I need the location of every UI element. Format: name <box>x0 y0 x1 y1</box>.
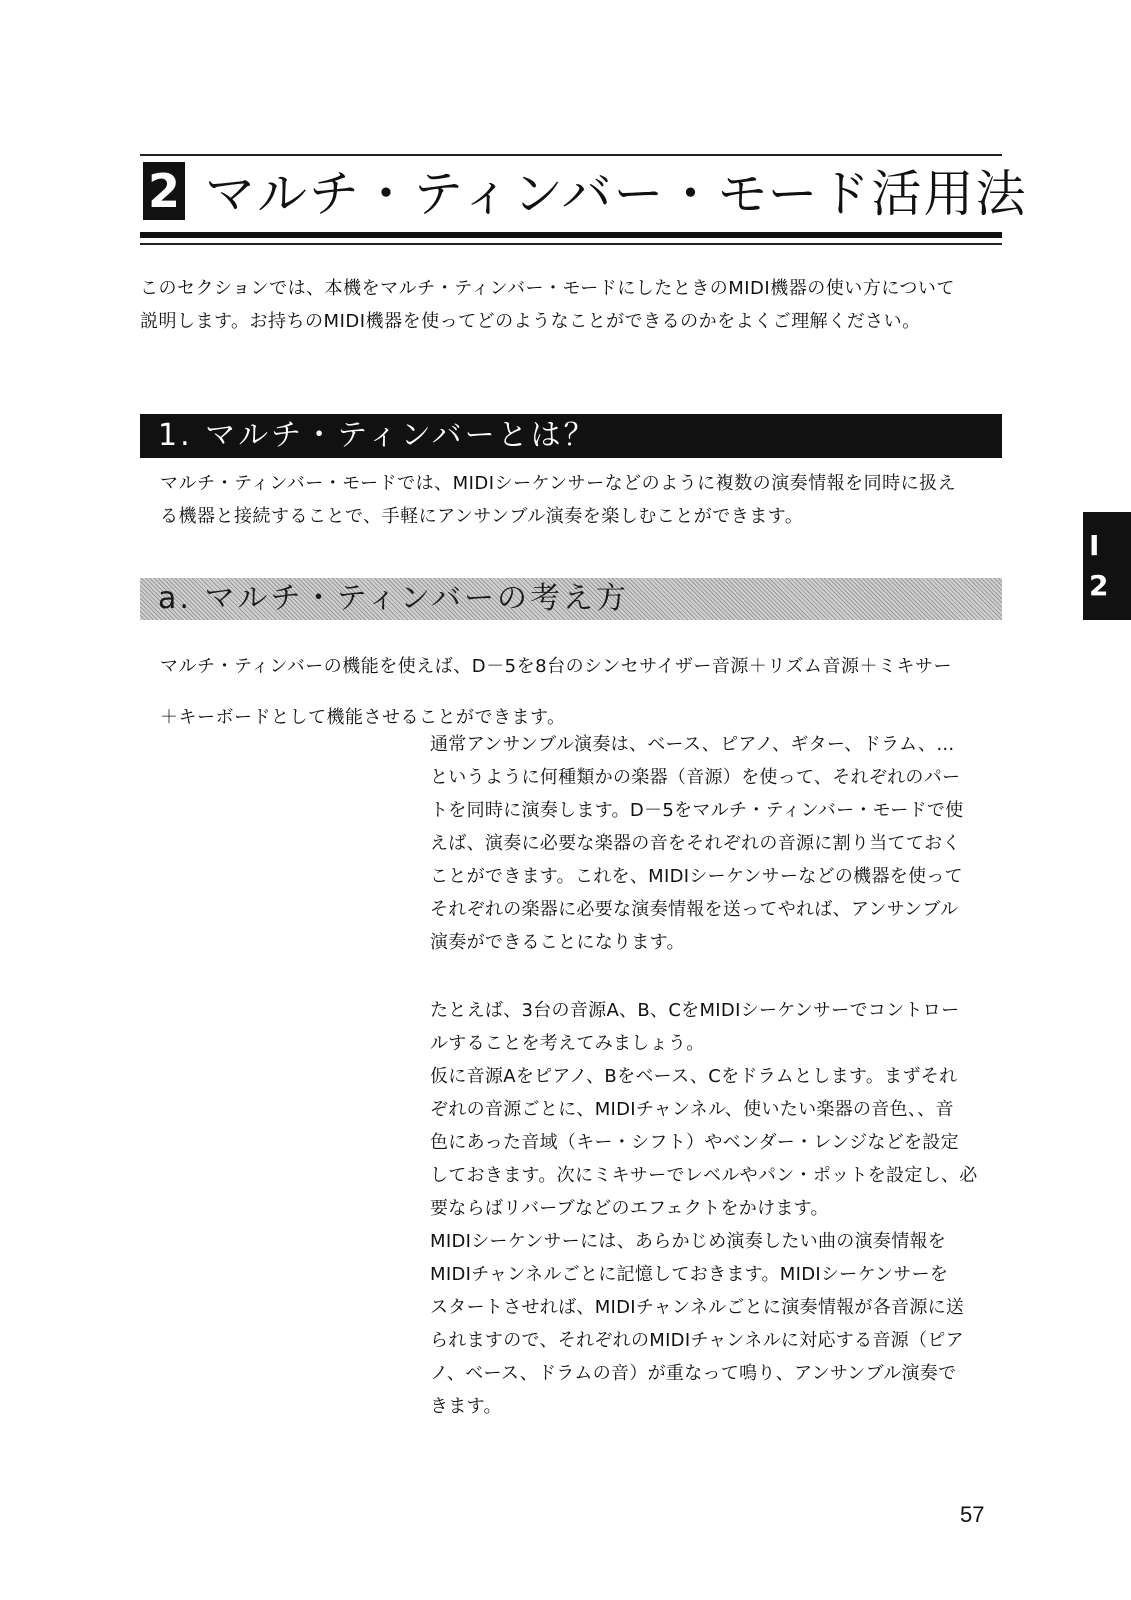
chapter-number: 2 <box>143 162 185 220</box>
body-line: 要ならばリバーブなどのエフェクトをかけます。 <box>430 1198 829 1219</box>
body-line: MIDIシーケンサーには、あらかじめ演奏したい曲の演奏情報を <box>430 1231 947 1252</box>
section-heading: 1. マルチ・ティンバーとは？ <box>140 414 1002 458</box>
body-line: 通常アンサンブル演奏は、ベース、ピアノ、ギター、ドラム、… <box>430 734 955 755</box>
subsection-line: マルチ・ティンバーの機能を使えば、D－5を8台のシンセサイザー音源＋リズム音源＋ミキサー <box>160 656 952 677</box>
title-bottom-rule-thick <box>140 232 1002 238</box>
body-line: ノ、ベース、ドラムの音）が重なって鳴り、アンサンブル演奏で <box>430 1363 957 1384</box>
intro-paragraph <box>140 272 1002 338</box>
body-line: たとえば、3台の音源A、B、CをMIDIシーケンサーでコントロー <box>430 1000 960 1021</box>
chapter-side-tab <box>1083 512 1131 620</box>
body-line: 色にあった音域（キー・シフト）やベンダー・レンジなどを設定 <box>430 1132 959 1153</box>
body-paragraph-2 <box>430 994 1002 1423</box>
body-line: しておきます。次にミキサーでレベルやパン・ポットを設定し、必 <box>430 1165 978 1186</box>
body-line: えば、演奏に必要な楽器の音をそれぞれの音源に割り当てておく <box>430 833 961 854</box>
body-line: ことができます。これを、MIDIシーケンサーなどの機器を使って <box>430 866 963 887</box>
title-bottom-rule-thin <box>140 243 1002 245</box>
body-line: られますので、それぞれのMIDIチャンネルに対応する音源（ピア <box>430 1330 964 1351</box>
intro-line: このセクションでは、本機をマルチ・ティンバー・モードにしたときのMIDI機器の使い方について <box>140 278 955 299</box>
subsection-heading: a. マルチ・ティンバーの考え方 <box>140 578 1002 620</box>
body-line: それぞれの楽器に必要な演奏情報を送ってやれば、アンサンブル <box>430 899 959 920</box>
body-line: 仮に音源Aをピアノ、Bをベース、Cをドラムとします。まずそれ <box>430 1066 958 1087</box>
body-line: MIDIチャンネルごとに記憶しておきます。MIDIシーケンサーを <box>430 1264 949 1285</box>
subsection-line: ＋キーボードとして機能させることができます。 <box>160 707 566 728</box>
section-line: マルチ・ティンバー・モードでは、MIDIシーケンサーなどのように複数の演奏情報を同時に扱え <box>160 473 957 494</box>
title-top-rule <box>140 154 1002 156</box>
chapter-title: マルチ・ティンバー・モード活用法 <box>205 165 1028 223</box>
body-line: スタートさせれば、MIDIチャンネルごとに演奏情報が各音源に送 <box>430 1297 965 1318</box>
side-tab-part: I <box>1089 529 1100 562</box>
body-line: ルすることを考えてみましょう。 <box>430 1033 705 1054</box>
paragraph-gap <box>430 959 1002 994</box>
body-line: トを同時に演奏します。D－5をマルチ・ティンバー・モードで使 <box>430 800 964 821</box>
page-number: 57 <box>960 1502 985 1527</box>
section-paragraph <box>160 467 1002 533</box>
intro-line: 説明します。お持ちのMIDI機器を使ってどのようなことができるのかをよくご理解ください。 <box>140 311 921 332</box>
body-paragraph-1 <box>430 728 1002 959</box>
body-line: ぞれの音源ごとに、MIDIチャンネル、使いたい楽器の音色、、音 <box>430 1099 954 1120</box>
side-tab-chapter: 2 <box>1089 569 1109 602</box>
body-line: 演奏ができることになります。 <box>430 932 685 953</box>
body-text <box>430 728 1002 1423</box>
body-line: というように何種類かの楽器（音源）を使って、それぞれのパー <box>430 767 961 788</box>
section-line: る機器と接続することで、手軽にアンサンブル演奏を楽しむことができます。 <box>160 506 804 527</box>
body-line: きます。 <box>430 1396 502 1417</box>
